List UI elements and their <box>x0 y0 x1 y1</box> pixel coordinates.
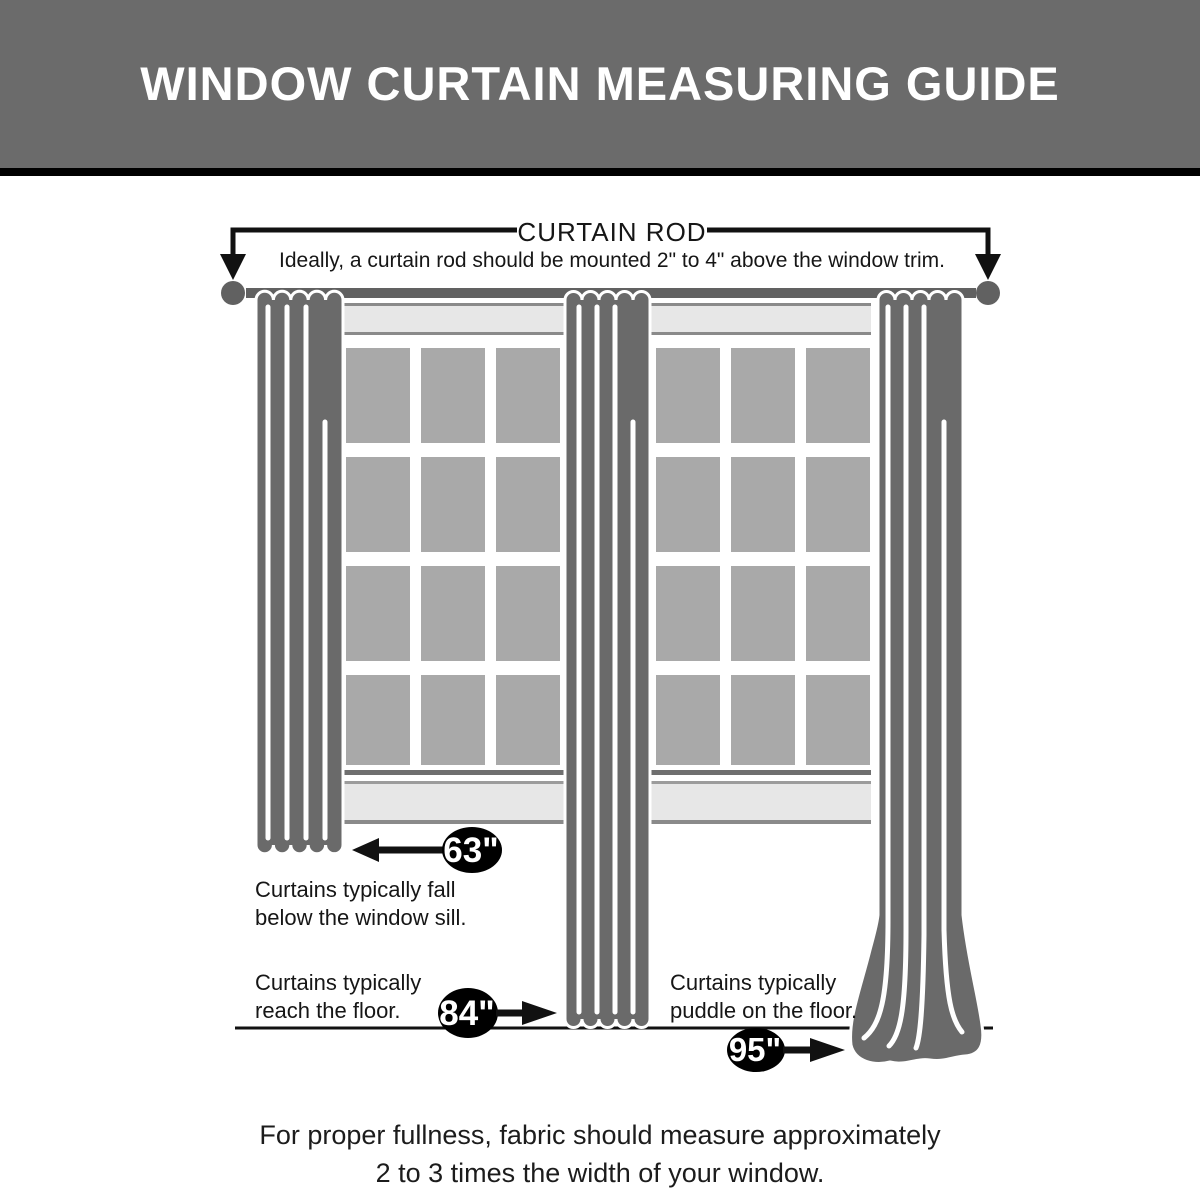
window-pane <box>346 457 410 552</box>
down-arrow-icon <box>975 254 1001 280</box>
window-pane <box>496 566 560 661</box>
note-84-line2: reach the floor. <box>255 998 401 1023</box>
right-arrow-icon <box>810 1038 845 1062</box>
window-pane <box>656 348 720 443</box>
window-pane <box>421 675 485 765</box>
window-pane <box>731 348 795 443</box>
curtain-panel <box>851 292 983 1064</box>
note-95-line1: Curtains typically <box>670 970 837 995</box>
window-pane <box>346 348 410 443</box>
window-pane <box>806 566 870 661</box>
window-pane <box>346 675 410 765</box>
footer-line1: For proper fullness, fabric should measure approximately <box>259 1120 941 1150</box>
rod-finial-left <box>221 281 245 305</box>
curtain-84 <box>565 292 650 1028</box>
window-pane <box>421 457 485 552</box>
curtain-63 <box>256 291 343 853</box>
window-pane <box>656 457 720 552</box>
window-pane <box>656 675 720 765</box>
window-pane <box>421 348 485 443</box>
measurement-95 <box>670 970 857 1072</box>
note-63-line2: below the window sill. <box>255 905 467 930</box>
badge-95-value: 95" <box>728 1031 782 1068</box>
window-pane <box>806 457 870 552</box>
right-arrow-icon <box>522 1001 557 1025</box>
window-pane <box>496 348 560 443</box>
badge-84-value: 84" <box>439 994 495 1033</box>
window-pane <box>496 457 560 552</box>
down-arrow-icon <box>220 254 246 280</box>
window-pane <box>421 566 485 661</box>
curtain-rod-note: Ideally, a curtain rod should be mounted 2" to 4" above the window trim. <box>279 249 945 272</box>
window-pane <box>806 675 870 765</box>
window-pane <box>656 566 720 661</box>
window-pane <box>731 566 795 661</box>
footer-note <box>0 1116 1200 1192</box>
note-84-line1: Curtains typically <box>255 970 422 995</box>
curtain-95 <box>851 292 983 1064</box>
window-pane <box>731 457 795 552</box>
left-arrow-icon <box>352 838 379 862</box>
window-pane <box>346 566 410 661</box>
page-title: WINDOW CURTAIN MEASURING GUIDE <box>140 57 1060 110</box>
note-95-line2: puddle on the floor. <box>670 998 858 1023</box>
note-63-line1: Curtains typically fall <box>255 877 456 902</box>
rod-finial-right <box>976 281 1000 305</box>
curtain-rod-label: CURTAIN ROD <box>517 217 707 247</box>
window-pane <box>731 675 795 765</box>
window-pane <box>496 675 560 765</box>
footer-line2: 2 to 3 times the width of your window. <box>375 1158 825 1188</box>
window-pane <box>806 348 870 443</box>
badge-63-value: 63" <box>443 831 499 870</box>
